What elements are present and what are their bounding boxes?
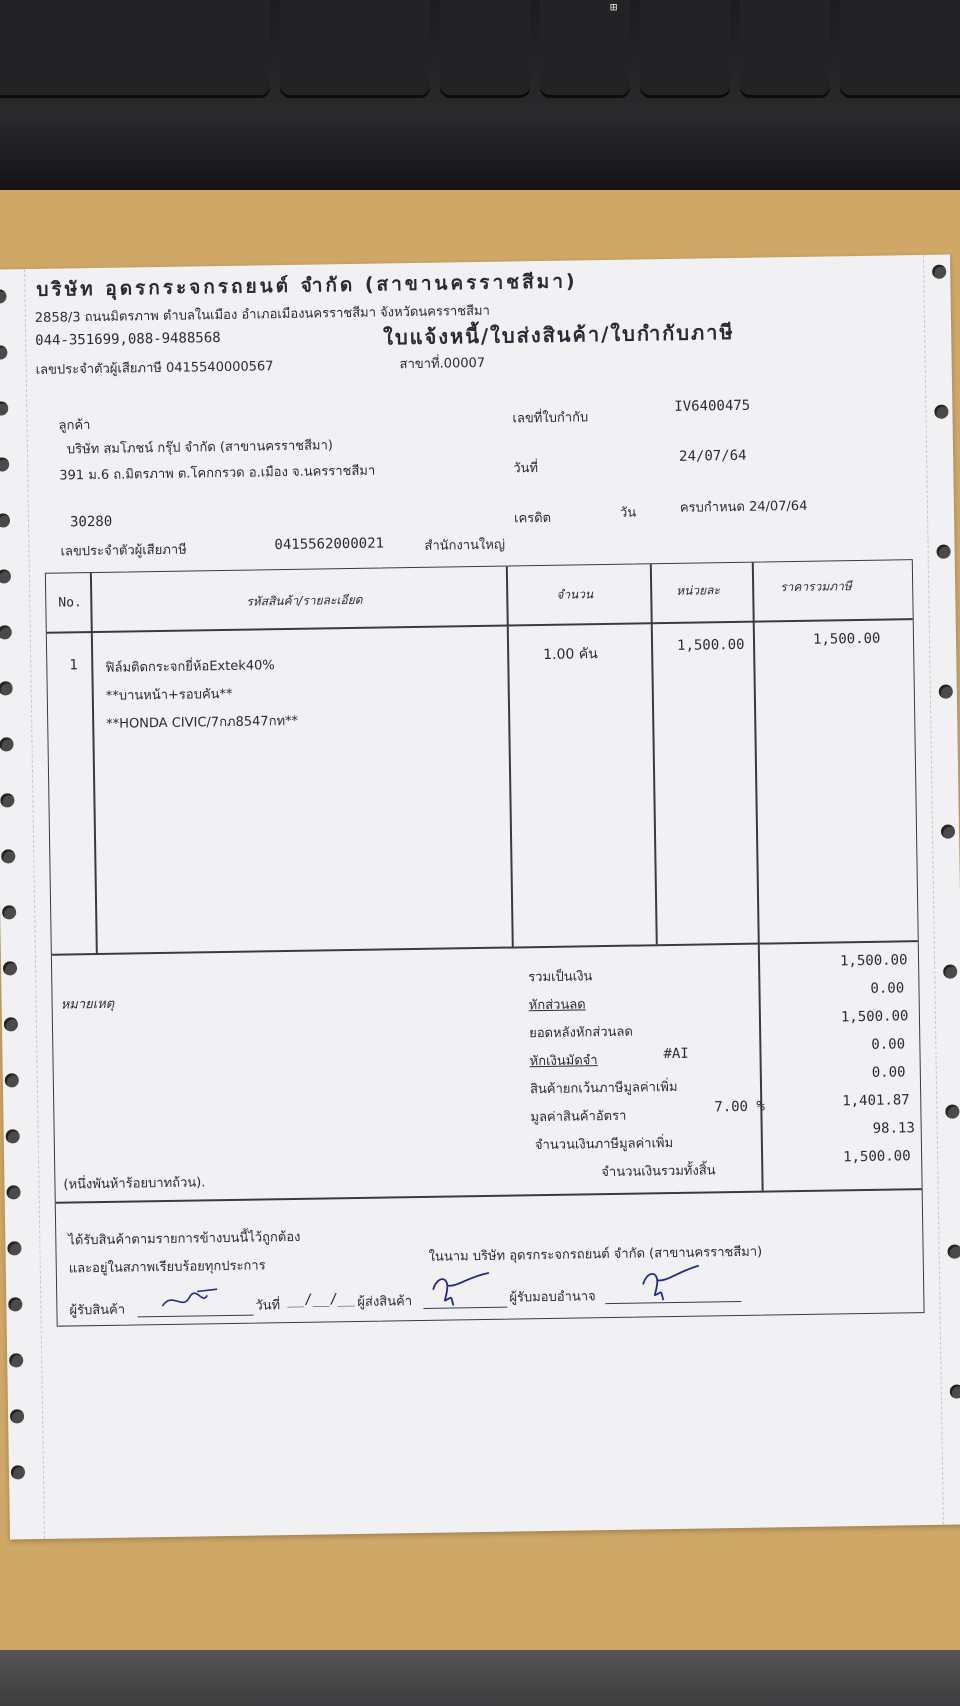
col-header-unit-price: หน่วยละ [676, 583, 721, 598]
windows-key-icon: ⊞ [610, 0, 618, 14]
summary-label: หักส่วนลด [528, 997, 586, 1014]
summary-value: 1,500.00 [839, 952, 908, 970]
col-header-description: รหัสสินค้า/รายละเอียด [246, 592, 363, 609]
tractor-feed-holes-left [0, 289, 34, 1519]
summary-value: 0.00 [871, 1036, 906, 1053]
invoice-no-label: เลขที่ใบกำกับ [512, 410, 589, 427]
customer-name: บริษัท สมโภชน์ กรุ๊ป จำกัด (สาขานครราชสีมา) [66, 438, 334, 458]
authorized-label: ผู้รับมอบอำนาจ [509, 1289, 596, 1306]
invoice-paper [0, 255, 960, 1540]
row-total: 1,500.00 [812, 630, 881, 648]
summary-label: มูลค่าสินค้าอัตรา [530, 1108, 627, 1126]
row-line-1: ฟิล์มติดกระจกยี่ห้อExtek40% [105, 658, 275, 676]
sender-label: ผู้ส่งสินค้า [357, 1294, 413, 1310]
row-unit-price: 1,500.00 [676, 636, 745, 654]
row-no: 1 [69, 657, 78, 674]
invoice-date: 24/07/64 [678, 447, 747, 465]
summary-value: 0.00 [870, 980, 905, 997]
summary-label: หักเงินมัดจำ [529, 1053, 598, 1070]
sign-date-blank: __/__/__ [287, 1291, 355, 1309]
col-header-no: No. [58, 595, 82, 611]
amount-in-words: (หนึ่งพันห้าร้อยบาทถ้วน). [63, 1175, 206, 1193]
on-behalf-of: ในนาม บริษัท อุดรกระจกรถยนต์ จำกัด (สาขานครราชสีมา) [428, 1244, 763, 1265]
summary-label: จำนวนเงินภาษีมูลค่าเพิ่ม [534, 1135, 674, 1154]
summary-extra: #AI [663, 1045, 689, 1063]
col-header-total: ราคารวมภาษี [780, 579, 852, 595]
summary-label: รวมเป็นเงิน [528, 969, 593, 986]
summary-value: 1,500.00 [840, 1008, 909, 1026]
sender-signature-icon [427, 1267, 498, 1308]
summary-label: สินค้ายกเว้นภาษีมูลค่าเพิ่ม [529, 1079, 678, 1098]
items-table [45, 559, 925, 1327]
row-line-2: **บานหน้า+รอบคัน** [105, 686, 233, 704]
received-statement-1: ได้รับสินค้าตามรายการข้างบนนี้ไว้ถูกต้อง [68, 1229, 301, 1249]
authorized-signature-icon [637, 1261, 708, 1302]
tractor-feed-holes-right [932, 265, 960, 1495]
summary-label: จำนวนเงินรวมทั้งสิ้น [601, 1163, 716, 1181]
customer-label: ลูกค้า [58, 418, 91, 434]
sign-date-label: วันที่ [255, 1298, 281, 1314]
row-line-3: **HONDA CIVIC/7กภ8547กท** [106, 713, 299, 732]
company-phone: 044-351699,088-9488568 [35, 330, 221, 349]
customer-office: สำนักงานใหญ่ [424, 537, 506, 554]
summary-extra: 7.00 % [714, 1098, 766, 1116]
company-name: บริษัท อุดรกระจกรถยนต์ จำกัด (สาขานครราชสีมา) [36, 270, 578, 301]
desk-edge-background [0, 1650, 960, 1706]
credit-days-label: วัน [619, 505, 637, 521]
keyboard-background [0, 0, 960, 190]
company-branch: สาขาที่.00007 [399, 355, 486, 373]
invoice-no: IV6400475 [674, 397, 751, 415]
document-title: ใบแจ้งหนี้/ใบส่งสินค้า/ใบกำกับภาษี [383, 319, 735, 350]
customer-postcode: 30280 [69, 513, 113, 531]
company-tax-id: เลขประจำตัวผู้เสียภาษี 0415540000567 [35, 359, 274, 378]
receiver-signature-icon [157, 1285, 227, 1316]
grand-total-value: 1,500.00 [843, 1148, 911, 1166]
customer-address: 391 ม.6 ถ.มิตรภาพ ต.โคกกรวด อ.เมือง จ.นครราชสีมา [59, 463, 376, 484]
credit-label: เครดิต [513, 510, 552, 527]
summary-label: ยอดหลังหักส่วนลด [529, 1024, 633, 1042]
summary-value: 0.00 [871, 1064, 906, 1081]
summary-value: 98.13 [872, 1120, 915, 1137]
invoice-date-label: วันที่ [513, 461, 539, 477]
row-qty: 1.00 คัน [543, 646, 598, 663]
company-address: 2858/3 ถนนมิตรภาพ ตำบลในเมือง อำเภอเมืองนครราชสีมา จังหวัดนครราชสีมา [34, 303, 490, 326]
received-statement-2: และอยู่ในสภาพเรียบร้อยทุกประการ [68, 1258, 266, 1277]
receiver-label: ผู้รับสินค้า [69, 1302, 126, 1319]
col-header-qty: จำนวน [556, 587, 594, 602]
due-date: ครบกำหนด 24/07/64 [679, 498, 808, 516]
customer-tax-id: 0415562000021 [274, 535, 385, 554]
summary-value: 1,401.87 [842, 1092, 910, 1110]
remark-label: หมายเหตุ [60, 996, 115, 1013]
customer-tax-label: เลขประจำตัวผู้เสียภาษี [60, 542, 187, 560]
